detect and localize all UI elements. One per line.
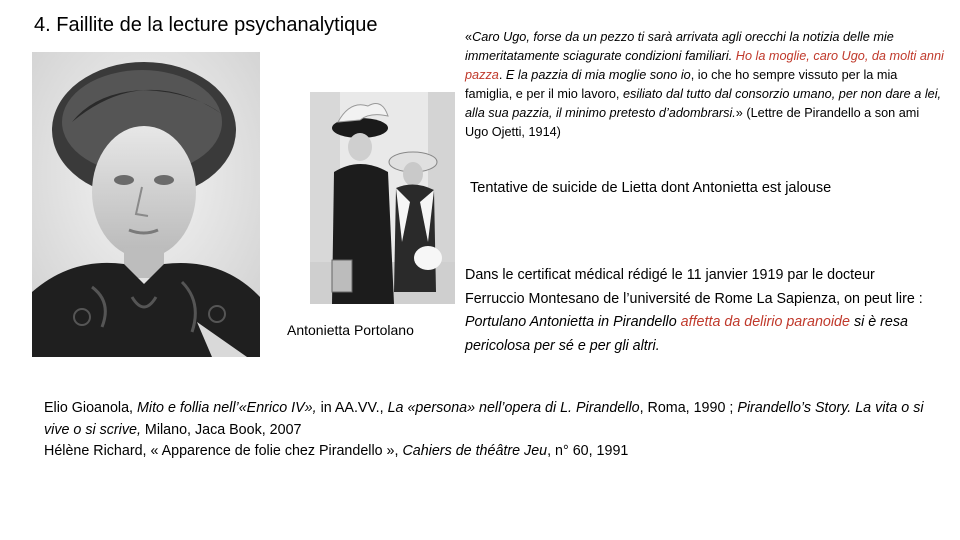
certificate-rest: si è resa pericolosa per sé e per gli altri. [465,314,908,354]
certificate-name: Portulano Antonietta in Pirandello [465,314,681,330]
quote-red-italic: Ho la moglie, caro Ugo, da molti anni pazza [465,49,944,82]
suicide-attempt-note: Tentative de suicide de Lietta dont Antonietta est jalouse [470,180,832,196]
reference-part: Pirandello’s Story. La vita o si vive o si scrive, [44,400,924,438]
quote-plain-1: , io che ho sempre vissuto per la mia famiglia, e per il mio lavoro, [465,68,898,101]
certificate-diagnosis: affetta da delirio paranoide [680,314,850,330]
references [44,398,924,463]
reference-part: Mito e follia nell’«Enrico IV», [137,400,317,416]
reference-part: in AA.VV., [316,400,388,416]
reference-part: La «persona» nell’opera di L. Pirandello [387,400,640,416]
quote-italic-3: esiliato dal tutto dal consorzio umano, per non dare a lei, alla sua pazzia, il minimo pretesto d’adombrarsi. [465,87,942,120]
pirandello-quote [465,28,945,142]
reference-part: Elio Gioanola, [44,400,137,416]
slide-title: 4. Faillite de la lecture psychanalytique [34,14,378,36]
portrait-photo [32,52,260,357]
reference-part: , Roma, 1990 ; [639,400,738,416]
reference-part: , n° 60, 1991 [547,443,629,459]
reference-part: Hélène Richard, « Apparence de folie chez Pirandello », [44,443,403,459]
reference-part: Cahiers de théâtre Jeu [402,443,548,459]
reference-part: Milano, Jaca Book, 2007 [140,421,302,438]
quote-italic-1: Caro Ugo, forse da un pezzo ti sarà arrivata agli orecchi la notizia delle mie immeritatamente sciagurate condizioni familiari. [465,30,894,63]
quote-mid-plain: . [498,68,506,82]
medical-certificate-text [465,264,935,358]
reference-item [44,398,924,441]
quote-italic-2: E la pazzia di mia moglie sono io [505,68,691,82]
quote-close: » (Lettre de Pirandello a son ami Ugo Ojetti, 1914) [465,106,920,139]
quote-open: « [465,30,473,44]
certificate-plain: Dans le certificat médical rédigé le 11 janvier 1919 par le docteur Ferruccio Montesano de l’université de Rome La Sapienza, on peut lire : [465,267,923,307]
family-photo [310,92,455,304]
photo-caption: Antonietta Portolano [287,322,414,338]
reference-item [44,441,924,463]
